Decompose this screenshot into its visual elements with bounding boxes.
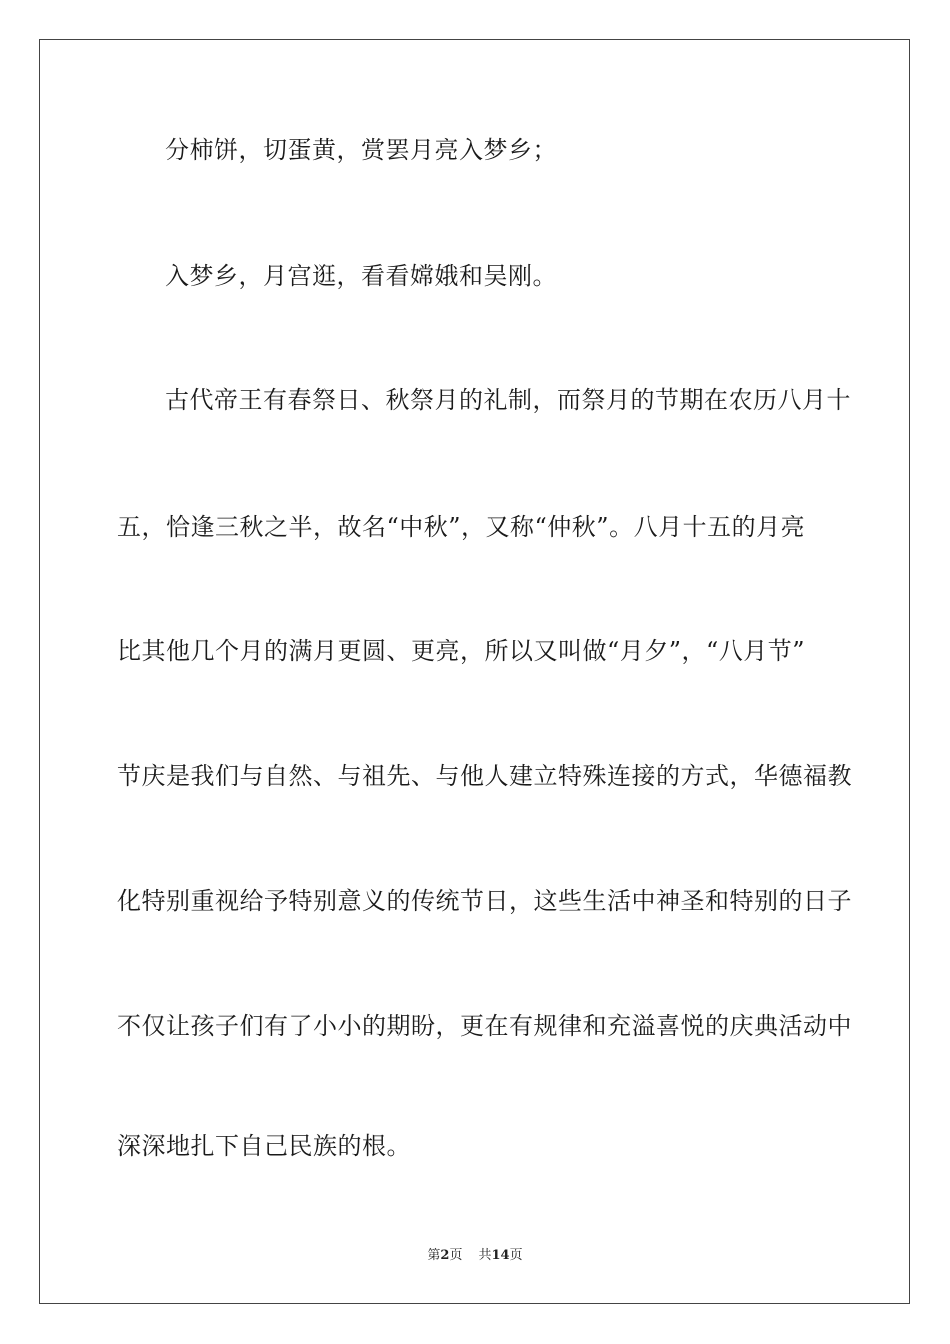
total-pages-prefix: 共 bbox=[478, 1248, 492, 1263]
total-pages-suffix: 页 bbox=[509, 1248, 523, 1263]
text-line: 深深地扎下自己民族的根。 bbox=[117, 1132, 411, 1160]
text-line: 分柿饼，切蛋黄，赏罢月亮入梦乡； bbox=[165, 136, 557, 164]
page-number-prefix: 第 bbox=[427, 1248, 441, 1263]
text-line: 比其他几个月的满月更圆、更亮，所以又叫做“月夕”，“八月节” bbox=[117, 637, 806, 665]
text-line: 节庆是我们与自然、与祖先、与他人建立特殊连接的方式，华德福教 bbox=[117, 762, 852, 790]
text-line: 五，恰逢三秋之半，故名“中秋”，又称“仲秋”。八月十五的月亮 bbox=[117, 513, 806, 541]
page-footer bbox=[0, 1248, 950, 1264]
page-border bbox=[39, 39, 910, 1304]
text-line: 入梦乡，月宫逛，看看嫦娥和吴刚。 bbox=[165, 262, 557, 290]
text-line: 化特别重视给予特别意义的传统节日，这些生活中神圣和特别的日子 bbox=[117, 887, 852, 915]
total-pages: 14 bbox=[491, 1248, 510, 1263]
page-number: 2 bbox=[440, 1248, 450, 1263]
text-line: 古代帝王有春祭日、秋祭月的礼制，而祭月的节期在农历八月十 bbox=[165, 386, 851, 414]
text-line: 不仅让孩子们有了小小的期盼，更在有规律和充溢喜悦的庆典活动中 bbox=[117, 1012, 852, 1040]
page-number-suffix: 页 bbox=[449, 1248, 463, 1263]
